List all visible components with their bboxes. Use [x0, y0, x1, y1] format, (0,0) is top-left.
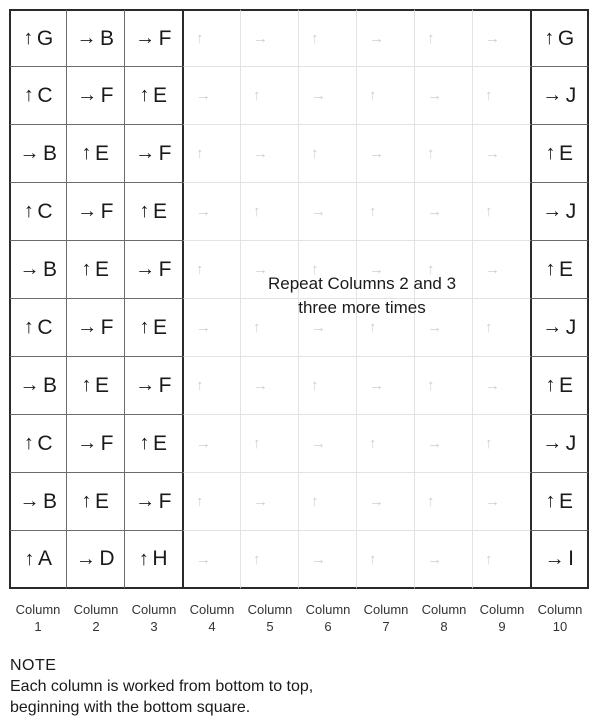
right-arrow-icon: → [253, 493, 269, 510]
cell-letter: J [565, 431, 577, 455]
column-labels [9, 601, 589, 635]
grid-cell [9, 67, 67, 125]
up-arrow-icon: ↑ [81, 142, 92, 164]
right-arrow-icon: → [311, 87, 327, 104]
up-arrow-icon: ↑ [196, 261, 204, 278]
faint-grid-cell [299, 531, 357, 589]
faint-grid-cell [183, 183, 241, 241]
column-label-word: Column [363, 602, 409, 617]
cell-letter: E [94, 257, 110, 281]
faint-grid-cell [415, 415, 473, 473]
faint-grid-cell [473, 357, 531, 415]
right-arrow-icon: → [427, 87, 443, 104]
faint-grid-cell [241, 415, 299, 473]
cell-letter: E [94, 373, 110, 397]
cell-letter: C [37, 315, 54, 339]
grid-cell [531, 473, 589, 531]
right-arrow-icon: → [369, 145, 385, 162]
grid-cell [125, 183, 183, 241]
column-label [9, 601, 67, 635]
faint-grid-cell [183, 473, 241, 531]
right-arrow-icon: → [542, 316, 563, 338]
column-label-number: 6 [324, 619, 332, 634]
faint-grid-cell [357, 531, 415, 589]
right-arrow-icon: → [485, 261, 501, 278]
faint-grid-cell [299, 183, 357, 241]
up-arrow-icon: ↑ [369, 550, 377, 568]
column-label [183, 601, 241, 635]
grid-cell [9, 299, 67, 357]
faint-grid-cell [473, 415, 531, 473]
faint-grid-cell [183, 415, 241, 473]
up-arrow-icon: ↑ [311, 30, 319, 47]
column-label-number: 5 [266, 619, 274, 634]
column-label-number: 7 [382, 619, 390, 634]
faint-grid-cell [241, 357, 299, 415]
right-arrow-icon: → [542, 200, 563, 222]
faint-grid-cell [415, 357, 473, 415]
cell-letter: J [565, 83, 577, 107]
up-arrow-icon: ↑ [81, 490, 92, 512]
grid-cell [531, 125, 589, 183]
up-arrow-icon: ↑ [545, 374, 556, 396]
faint-grid-cell [183, 125, 241, 183]
right-arrow-icon: → [19, 374, 40, 396]
up-arrow-icon: ↑ [311, 377, 319, 394]
up-arrow-icon: ↑ [196, 30, 204, 47]
cell-letter: F [158, 257, 172, 281]
column-label [473, 601, 531, 635]
cell-letter: C [37, 199, 54, 223]
grid-cell [125, 357, 183, 415]
repeat-instruction-line-1: Repeat Columns 2 and 3 [267, 274, 457, 293]
grid-cell [67, 241, 125, 299]
right-arrow-icon: → [77, 316, 98, 338]
up-arrow-icon: ↑ [139, 84, 150, 106]
right-arrow-icon: → [369, 377, 385, 394]
faint-grid-cell [473, 473, 531, 531]
grid-cell [67, 531, 125, 589]
up-arrow-icon: ↑ [369, 435, 377, 452]
faint-grid-cell [415, 67, 473, 125]
cell-letter: E [152, 83, 168, 107]
grid-cell [9, 531, 67, 589]
faint-grid-cell [241, 9, 299, 67]
note-title: NOTE [10, 657, 57, 674]
up-arrow-icon: ↑ [427, 493, 435, 510]
cell-letter: F [158, 489, 172, 513]
faint-grid-cell [241, 473, 299, 531]
right-arrow-icon: → [135, 142, 156, 164]
right-arrow-icon: → [485, 30, 501, 47]
faint-grid-cell [357, 183, 415, 241]
faint-grid-cell [415, 125, 473, 183]
grid-cell [125, 9, 183, 67]
right-arrow-icon: → [19, 490, 40, 512]
right-arrow-icon: → [542, 84, 563, 106]
grid-cell [67, 183, 125, 241]
right-arrow-icon: → [19, 258, 40, 280]
up-arrow-icon: ↑ [545, 490, 556, 512]
column-label-word: Column [189, 602, 235, 617]
up-arrow-icon: ↑ [311, 261, 319, 278]
faint-grid-cell [299, 473, 357, 531]
up-arrow-icon: ↑ [369, 203, 377, 220]
note-line-1: Each column is worked from bottom to top, [10, 678, 314, 695]
column-label-number: 8 [440, 619, 448, 634]
right-arrow-icon: → [427, 319, 443, 336]
up-arrow-icon: ↑ [311, 493, 319, 510]
repeat-instruction [190, 272, 534, 320]
cell-letter: E [558, 489, 574, 513]
grid-cell [67, 125, 125, 183]
grid-cell [531, 183, 589, 241]
grid-cell [125, 125, 183, 183]
cell-letter: C [37, 431, 54, 455]
up-arrow-icon: ↑ [253, 550, 261, 568]
cell-letter: G [557, 26, 575, 50]
column-label-word: Column [247, 602, 293, 617]
faint-grid-cell [357, 357, 415, 415]
column-label-word: Column [305, 602, 351, 617]
grid-cell [9, 9, 67, 67]
faint-grid-cell [299, 357, 357, 415]
right-arrow-icon: → [369, 493, 385, 510]
up-arrow-icon: ↑ [311, 145, 319, 162]
cell-letter: J [565, 199, 577, 223]
cell-letter: F [158, 26, 172, 50]
up-arrow-icon: ↑ [369, 87, 377, 104]
grid-cell [125, 531, 183, 589]
cell-letter: F [100, 315, 114, 339]
grid-cell [67, 9, 125, 67]
up-arrow-icon: ↑ [23, 432, 35, 454]
right-arrow-icon: → [135, 258, 156, 280]
grid-cell [531, 415, 589, 473]
faint-grid-cell [357, 125, 415, 183]
grid-cell [531, 9, 589, 67]
right-arrow-icon: → [196, 550, 212, 568]
faint-grid-cell [241, 531, 299, 589]
grid-cell [125, 299, 183, 357]
cell-letter: H [152, 547, 169, 570]
right-arrow-icon: → [196, 87, 212, 104]
faint-grid-cell [183, 9, 241, 67]
up-arrow-icon: ↑ [196, 377, 204, 394]
up-arrow-icon: ↑ [427, 377, 435, 394]
faint-grid-cell [473, 125, 531, 183]
right-arrow-icon: → [19, 142, 40, 164]
cell-letter: I [568, 547, 575, 570]
right-arrow-icon: → [485, 493, 501, 510]
grid-cell [125, 473, 183, 531]
faint-grid-cell [473, 183, 531, 241]
right-arrow-icon: → [369, 261, 385, 278]
cell-letter: F [158, 141, 172, 165]
column-label-word: Column [15, 602, 61, 617]
grid-cell [531, 299, 589, 357]
right-arrow-icon: → [135, 27, 156, 49]
up-arrow-icon: ↑ [253, 435, 261, 452]
up-arrow-icon: ↑ [196, 493, 204, 510]
grid-cell [67, 299, 125, 357]
up-arrow-icon: ↑ [485, 87, 493, 104]
grid-cell [531, 357, 589, 415]
right-arrow-icon: → [427, 550, 443, 568]
column-label-number: 3 [150, 619, 158, 634]
right-arrow-icon: → [311, 319, 327, 336]
column-label-number: 10 [552, 619, 568, 634]
up-arrow-icon: ↑ [545, 142, 556, 164]
right-arrow-icon: → [485, 377, 501, 394]
up-arrow-icon: ↑ [253, 203, 261, 220]
up-arrow-icon: ↑ [545, 258, 556, 280]
up-arrow-icon: ↑ [139, 200, 150, 222]
column-label-number: 4 [208, 619, 216, 634]
column-label [125, 601, 183, 635]
right-arrow-icon: → [77, 200, 98, 222]
column-label-number: 9 [498, 619, 506, 634]
cell-letter: E [152, 315, 168, 339]
column-label [299, 601, 357, 635]
faint-grid-cell [241, 67, 299, 125]
up-arrow-icon: ↑ [485, 203, 493, 220]
faint-grid-cell [299, 67, 357, 125]
faint-grid-cell [357, 67, 415, 125]
grid-cell [531, 241, 589, 299]
up-arrow-icon: ↑ [369, 319, 377, 336]
cell-letter: A [37, 547, 53, 570]
grid-cell [531, 67, 589, 125]
right-arrow-icon: → [253, 261, 269, 278]
faint-grid-cell [415, 473, 473, 531]
repeat-instruction-line-2: three more times [298, 298, 426, 317]
cell-letter: B [42, 373, 58, 397]
note-line-2: beginning with the bottom square. [10, 699, 251, 716]
column-label [241, 601, 299, 635]
cell-letter: F [158, 373, 172, 397]
faint-grid-cell [183, 531, 241, 589]
grid-cell [67, 357, 125, 415]
up-arrow-icon: ↑ [23, 200, 35, 222]
right-arrow-icon: → [311, 435, 327, 452]
up-arrow-icon: ↑ [23, 27, 34, 49]
up-arrow-icon: ↑ [81, 374, 92, 396]
note [10, 655, 313, 718]
faint-grid-cell [473, 67, 531, 125]
grid-cell [9, 241, 67, 299]
column-label [531, 601, 589, 635]
grid-cell [125, 415, 183, 473]
right-arrow-icon: → [77, 432, 98, 454]
faint-grid-cell [473, 531, 531, 589]
up-arrow-icon: ↑ [139, 432, 150, 454]
right-arrow-icon: → [77, 84, 98, 106]
faint-grid-cell [241, 125, 299, 183]
grid-cell [531, 531, 589, 589]
faint-grid-cell [183, 67, 241, 125]
cell-letter: E [558, 373, 574, 397]
right-arrow-icon: → [76, 27, 97, 49]
cell-letter: G [36, 26, 54, 50]
faint-grid-cell [415, 183, 473, 241]
right-arrow-icon: → [427, 203, 443, 220]
up-arrow-icon: ↑ [23, 84, 35, 106]
column-label-word: Column [479, 602, 525, 617]
up-arrow-icon: ↑ [544, 27, 555, 49]
grid-cell [9, 357, 67, 415]
cell-letter: E [558, 141, 574, 165]
column-label [415, 601, 473, 635]
right-arrow-icon: → [196, 203, 212, 220]
up-arrow-icon: ↑ [253, 87, 261, 104]
grid-cell [125, 67, 183, 125]
right-arrow-icon: → [196, 319, 212, 336]
grid-cell [9, 473, 67, 531]
right-arrow-icon: → [135, 490, 156, 512]
column-label [67, 601, 125, 635]
up-arrow-icon: ↑ [24, 547, 35, 570]
up-arrow-icon: ↑ [427, 30, 435, 47]
cell-letter: E [558, 257, 574, 281]
right-arrow-icon: → [75, 547, 97, 570]
cell-letter: E [94, 141, 110, 165]
cell-letter: E [94, 489, 110, 513]
faint-grid-cell [299, 415, 357, 473]
cell-letter: B [42, 257, 58, 281]
cell-letter: F [100, 431, 114, 455]
cell-letter: E [152, 431, 168, 455]
up-arrow-icon: ↑ [253, 319, 261, 336]
cell-letter: J [565, 315, 577, 339]
grid-cell [9, 415, 67, 473]
up-arrow-icon: ↑ [427, 261, 435, 278]
right-arrow-icon: → [311, 550, 327, 568]
up-arrow-icon: ↑ [139, 316, 150, 338]
up-arrow-icon: ↑ [485, 550, 493, 568]
grid-cell [67, 415, 125, 473]
faint-grid-cell [473, 9, 531, 67]
grid-cell [9, 183, 67, 241]
cell-letter: E [152, 199, 168, 223]
faint-grid-cell [241, 183, 299, 241]
right-arrow-icon: → [135, 374, 156, 396]
grid-cell [67, 67, 125, 125]
faint-grid-cell [357, 473, 415, 531]
cell-letter: D [99, 547, 116, 570]
right-arrow-icon: → [369, 30, 385, 47]
right-arrow-icon: → [253, 30, 269, 47]
column-label-word: Column [421, 602, 467, 617]
column-label-word: Column [73, 602, 119, 617]
cell-letter: F [100, 83, 114, 107]
up-arrow-icon: ↑ [485, 435, 493, 452]
right-arrow-icon: → [544, 547, 566, 570]
cell-letter: B [42, 489, 58, 513]
grid-cell [67, 473, 125, 531]
column-label-word: Column [131, 602, 177, 617]
faint-grid-cell [357, 415, 415, 473]
faint-grid-cell [357, 9, 415, 67]
column-label-number: 1 [34, 619, 42, 634]
cell-letter: B [99, 26, 115, 50]
cell-letter: F [100, 199, 114, 223]
cell-letter: B [42, 141, 58, 165]
grid-cell [125, 241, 183, 299]
up-arrow-icon: ↑ [138, 547, 150, 570]
up-arrow-icon: ↑ [81, 258, 92, 280]
faint-grid-cell [415, 9, 473, 67]
right-arrow-icon: → [311, 203, 327, 220]
faint-grid-cell [299, 125, 357, 183]
right-arrow-icon: → [196, 435, 212, 452]
up-arrow-icon: ↑ [196, 145, 204, 162]
column-label-number: 2 [92, 619, 100, 634]
right-arrow-icon: → [253, 145, 269, 162]
up-arrow-icon: ↑ [485, 319, 493, 336]
up-arrow-icon: ↑ [23, 316, 35, 338]
cell-letter: C [37, 83, 54, 107]
right-arrow-icon: → [253, 377, 269, 394]
faint-grid-cell [183, 357, 241, 415]
up-arrow-icon: ↑ [427, 145, 435, 162]
column-label-word: Column [537, 602, 583, 617]
faint-grid-cell [299, 9, 357, 67]
faint-grid-cell [415, 531, 473, 589]
right-arrow-icon: → [542, 432, 563, 454]
right-arrow-icon: → [485, 145, 501, 162]
column-label [357, 601, 415, 635]
grid-cell [9, 125, 67, 183]
right-arrow-icon: → [427, 435, 443, 452]
